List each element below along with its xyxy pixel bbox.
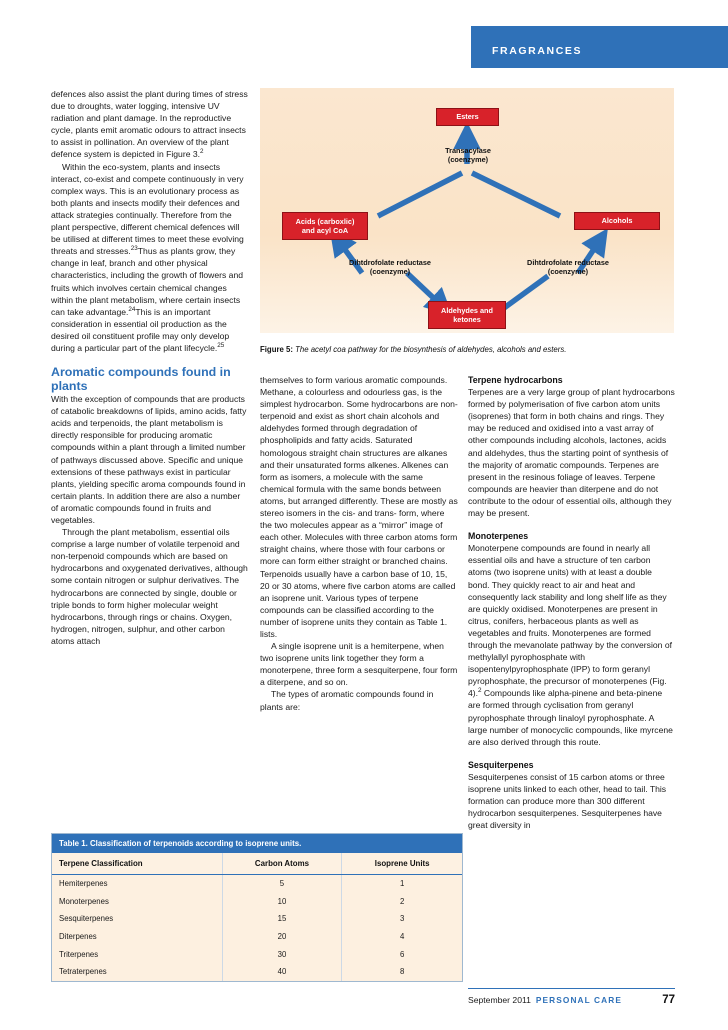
table-cell: Diterpenes: [52, 928, 222, 946]
figure-label-line1: Dihtdrofolate reductase: [349, 258, 431, 267]
figure-label-line2: (coenzyme): [369, 267, 411, 277]
table-cell: Triterpenes: [52, 945, 222, 963]
reference-marker: 23: [130, 245, 138, 253]
figure-label-line2: (coenzyme): [547, 267, 589, 277]
page-footer: [468, 994, 675, 1006]
section-title: FRAGRANCES: [492, 45, 583, 57]
column-middle: [260, 374, 458, 713]
paragraph: Through the plant metabolism, essential oils comprise a large number of volatile terpenoid and non-terpenoid compounds which are based on hydrocarbons and oxygenated derivatives, although some contain nitrogen or sulphur derivatives. The hydrocarbons are connected by single, double or triple bonds to form higher molecular weight hydrocarbons, through rings or chains. Oxygen, hydrogen, nitrogen, sulphur, and other carbon atoms attach: [51, 527, 248, 646]
table-cell: 3: [342, 910, 462, 928]
figure-caption-text: The acetyl coa pathway for the biosynthesis of aldehydes, alcohols and esters.: [295, 345, 567, 354]
paragraph: The types of aromatic compounds found in plants are:: [260, 689, 434, 712]
table-caption: Table 1. Classification of terpenoids according to isoprene units.: [52, 834, 462, 853]
reference-marker: 2: [478, 687, 482, 695]
subheading-monoterpenes: Monoterpenes: [468, 531, 529, 542]
table-row: [52, 928, 462, 946]
table-cell: 15: [222, 910, 342, 928]
reference-marker: 2: [200, 148, 204, 156]
table-cell: 8: [342, 963, 462, 981]
figure-node-label-line1: Aldehydes and: [441, 305, 493, 315]
paragraph: Within the eco-system, plants and insects interact, co-exist and compete continuously in very complex ways. This is an evolutionary process as both plants and insects modify their defences and attack strategies continually. Therefore from the plant perspective, different chemical defences will be utilised at different times to meet these evolving threats and stresses.$^{23}$Thus as plants grow, they change in leaf, branch and other physical characteristics, including the growth of flowers and fruits which involves certain chemical changes within the plant metabolism, where certain insects can take advantage.$^{24}$This is an important consideration in essential oil production as the desired oil constituent profile may only develop during a particular part of the plant lifecycle.$^{25}$: [51, 161, 244, 353]
paragraph: themselves to form various aromatic compounds. Methane, a colourless and odourless gas, is the simplest hydrocarbon. Some hydrocarbons are non-terpenoid and exist as short chain alcohols and aldehydes formed through degradation of phospholipids and fatty acids. Saturated homologous straight chain structures are alkanes and their unsaturated forms alkenes. Alkenes can form as isomers, a molecule with the same chemical formula with the same bonds between atoms, but arranged differently. These are mostly as stereo isomers in the cis- and trans- form, where the two molecules appear as a “mirror” image of each other. Molecules with three carbon atoms form straight chains, where those with four carbons or more can form either straight or branched chains. Terpenoids usually have a carbon base of 10, 15, 20 or 30 atoms, where five carbon atoms are called an isoprene unit. Various types of terpene compounds can be classified according to the number of isoprene units they contain as Table 1. lists.: [260, 375, 458, 639]
section-heading: Aromatic compounds found in plants: [51, 365, 231, 394]
table-cell: Hemiterpenes: [52, 875, 222, 893]
figure-label-dhfr-right: [498, 258, 638, 277]
figure-caption-label: Figure 5:: [260, 345, 293, 354]
figure-node-aldehydes: [428, 301, 506, 329]
figure-label-dhfr-left: [320, 258, 460, 277]
table-header-row: [52, 853, 462, 875]
table-header-cell: Terpene Classification: [52, 853, 222, 875]
figure-node-label-line1: Acids (carboxlic): [295, 216, 355, 226]
table-cell: 10: [222, 893, 342, 911]
table-row: [52, 893, 462, 911]
table-cell: 30: [222, 945, 342, 963]
table-cell: Sesquiterpenes: [52, 910, 222, 928]
table-cell: Monoterpenes: [52, 893, 222, 911]
figure-node-acids: [282, 212, 368, 240]
paragraph: defences also assist the plant during times of stress due to droughts, water logging, intensive UV radiation and plant damage. In the reproductive cycle, plants emit aromatic odours to attract insects to assist in pollination. An overview of the plant defence system is depicted in Figure 3.$^2$: [51, 89, 248, 160]
paragraph: Sesquiterpenes consist of 15 carbon atoms or three isoprene units linked to each other, head to tail. This formation can produce more than 300 different hydrocarbon sesquiterpenes. Sesquiterpenes have great diversity in: [468, 771, 667, 831]
column-left: [51, 88, 249, 647]
table-cell: 20: [222, 928, 342, 946]
terpenoid-classification-table: [52, 834, 462, 981]
figure-label-line2: (coenzyme): [447, 155, 489, 165]
figure-node-label-line2: ketones: [453, 315, 481, 324]
figure-label-line1: Transacylase: [445, 146, 491, 155]
figure-node-alcohols: [574, 212, 660, 230]
paragraph: With the exception of compounds that are products of catabolic breakdowns of lipids, amino acids, fatty acids and terpenoids, the plant metabolism is directly responsible for producing aromatic compounds within a plant through a limited number of pathways discussed above. Specific and unique extensions of these pathways exist in particular plants, yielding specific aroma compounds found in certain plants. In addition there are also a number of aromatic compounds found in fruits and vegetables.: [51, 394, 247, 525]
table-cell: 4: [342, 928, 462, 946]
reference-marker: 25: [217, 342, 225, 350]
table-row: [52, 910, 462, 928]
table-header-cell: Isoprene Units: [342, 853, 462, 875]
table-cell: 40: [222, 963, 342, 981]
table-cell: 6: [342, 945, 462, 963]
table-cell: Tetraterpenes: [52, 963, 222, 981]
table-cell: 2: [342, 893, 462, 911]
paragraph: Terpenes are a very large group of plant hydrocarbons formed by polymerisation of five carbon atom units (isoprenes) that form in both chains and rings. They may be reduced and oxidised into a vast array of other compounds including alcohols, lactones, acids and aldehydes, thus the starting point of synthesis of the majority of aromatic compounds. Terpenes are present in the resinous foliage of leaves. Terpene compounds are heavier than diterpene and do not contribute to the odour of essential oils, although they may be present.: [468, 387, 675, 519]
figure-label-line1: Dihtdrofolate reductase: [527, 258, 609, 267]
table-1-wrapper: [51, 833, 463, 982]
figure-node-label: Esters: [456, 112, 479, 122]
column-right: [468, 374, 675, 831]
table-cell: 1: [342, 875, 462, 893]
table-row: [52, 875, 462, 893]
table-row: [52, 945, 462, 963]
figure-node-esters: [436, 108, 499, 126]
table-row: [52, 963, 462, 981]
footer-divider: [468, 988, 675, 989]
subheading-sesquiterpenes: Sesquiterpenes: [468, 759, 534, 770]
subheading-terpene-hydrocarbons: Terpene hydrocarbons: [468, 375, 563, 385]
paragraph: Monoterpene compounds are found in nearly all essential oils and have a structure of ten carbon atoms (two isoprene units) with at least a double bond. They quickly react to air and heat and consequently lack stability and long shelf life as they are quickly oxidised. Monoterpenes are present in citrus, conifers, herbaceous plants as well as vegetables and fruits. Monoterpenes are formed through the mevanolate pathway by the conversion of methylallyl pyrophosphate with isopentenylpyrophosphate (IPP) to form geranyl pyrophosphate, the precursor of monoterpenes (Fig. 4).$^2$ Compounds like alpha-pinene and beta-pinene are formed through cyclisation from geranyl pyrophosphate through linaloyl pyrophosphate. A large number of monocyclic compounds, like myrcene are also derived through this route.: [468, 543, 673, 747]
footer-brand: PERSONAL CARE: [535, 995, 622, 1005]
footer-date: September 2011: [468, 995, 531, 1005]
figure-node-label: Alcohols: [601, 216, 633, 226]
paragraph: A single isoprene unit is a hemiterpene, when two isoprene units link together they form a monoterpene, three form a sesquiterpene, four form a diterpene, and so on.: [260, 641, 458, 688]
page-number: 77: [662, 994, 675, 1006]
figure-label-transacylase: [414, 146, 522, 165]
table-cell: 5: [222, 875, 342, 893]
table-header-cell: Carbon Atoms: [222, 853, 342, 875]
figure-5: [260, 88, 674, 333]
reference-marker: 24: [128, 305, 136, 313]
figure-node-label-line2: and acyl CoA: [301, 226, 349, 235]
figure-caption: [260, 345, 676, 355]
table-body: [52, 875, 462, 981]
